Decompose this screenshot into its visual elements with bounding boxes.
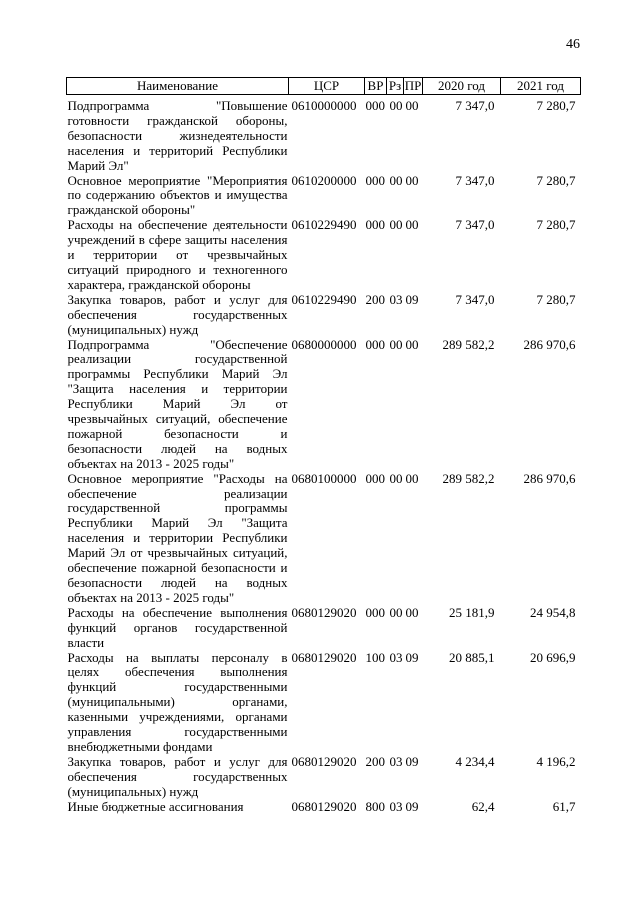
pr-cell: 00 xyxy=(405,604,419,620)
header-csr: ЦСР xyxy=(289,78,365,95)
name-line: обеспечение пожарной безопасности и xyxy=(67,560,288,576)
rz-cell: 00 xyxy=(389,336,403,352)
name-line: обеспечения государственных xyxy=(67,306,288,322)
amount-2021-cell: 7 280,7 xyxy=(536,172,576,188)
name-line: Закупка товаров, работ и услуг для xyxy=(67,291,288,307)
csr-cell: 0610229490 xyxy=(291,291,357,307)
csr-cell: 0680100000 xyxy=(291,470,357,486)
name-line: характера, гражданской обороны xyxy=(67,276,251,292)
csr-cell: 0610200000 xyxy=(291,172,357,188)
name-cell xyxy=(67,95,289,174)
table-row xyxy=(67,293,581,338)
amount-2020-cell: 62,4 xyxy=(471,798,495,814)
table-row xyxy=(67,95,581,174)
name-line: целях обеспечения выполнения xyxy=(67,664,288,680)
vr-cell: 000 xyxy=(365,217,385,233)
name-line: объектах на 2013 - 2025 годы" xyxy=(67,455,235,471)
rz-cell: 03 xyxy=(389,798,403,814)
name-line: Расходы на обеспечение выполнения xyxy=(67,604,288,620)
vr-cell: 200 xyxy=(365,291,385,307)
name-cell xyxy=(67,472,289,606)
header-pr: ПР xyxy=(404,78,422,93)
name-line: по содержанию объектов и имущества xyxy=(67,187,288,203)
vr-cell: 000 xyxy=(365,172,385,188)
amount-2021-cell: 61,7 xyxy=(552,798,576,814)
vr-cell: 000 xyxy=(365,336,385,352)
amount-2020-cell: 20 885,1 xyxy=(449,649,495,665)
name-cell xyxy=(67,651,289,755)
amount-2020-cell: 7 347,0 xyxy=(455,172,495,188)
amount-2021-cell: 286 970,6 xyxy=(523,470,576,486)
table-row xyxy=(67,338,581,472)
name-line: программы Республики Марий Эл xyxy=(67,366,288,382)
table-row xyxy=(67,800,581,815)
header-rz: Рз xyxy=(387,78,404,95)
name-line: Основное мероприятие "Мероприятия xyxy=(67,172,288,188)
name-line: Подпрограмма "Повышение xyxy=(67,98,288,113)
name-line: населения и территории Республики xyxy=(67,530,288,546)
name-line: объектах на 2013 - 2025 годы" xyxy=(67,589,235,605)
name-line: обеспечения государственных xyxy=(67,768,288,784)
name-line: Республики Марий Эл от xyxy=(67,396,288,412)
name-line: функций государственными xyxy=(67,679,288,695)
name-line: готовности гражданской обороны, xyxy=(67,112,288,128)
table-header-row xyxy=(67,78,581,95)
rz-cell: 00 xyxy=(389,172,403,188)
rz-cell: 00 xyxy=(389,470,403,486)
amount-2021-cell: 7 280,7 xyxy=(536,291,576,307)
name-line: безопасности людей на водных xyxy=(67,440,288,456)
table-row xyxy=(67,755,581,800)
name-cell xyxy=(67,293,289,338)
name-line: (муниципальными) органами, xyxy=(67,694,288,710)
csr-cell: 0680000000 xyxy=(291,336,357,352)
name-line: внебюджетными фондами xyxy=(67,738,213,754)
name-line: Закупка товаров, работ и услуг для xyxy=(67,753,288,769)
amount-2020-cell: 289 582,2 xyxy=(442,336,495,352)
vr-cell: 200 xyxy=(365,753,385,769)
rz-cell: 00 xyxy=(389,604,403,620)
page-number: 46 xyxy=(566,37,580,52)
amount-2021-cell: 20 696,9 xyxy=(530,649,576,665)
table-row xyxy=(67,174,581,219)
name-line: обеспечение реализации xyxy=(67,485,288,501)
name-line: населения и территорий Республики xyxy=(67,142,288,158)
header-name: Наименование xyxy=(67,78,289,95)
pr-cell: 00 xyxy=(405,470,419,486)
name-cell xyxy=(67,755,289,800)
name-cell xyxy=(67,218,289,293)
name-line: Основное мероприятие "Расходы на xyxy=(67,470,288,486)
amount-2020-cell: 25 181,9 xyxy=(449,604,495,620)
table-body xyxy=(67,95,581,815)
rz-cell: 00 xyxy=(389,217,403,233)
table-row xyxy=(67,606,581,651)
amount-2020-cell: 7 347,0 xyxy=(455,98,495,113)
header-vr: ВР xyxy=(365,78,387,95)
name-cell xyxy=(67,606,289,651)
name-line: ситуаций природного и техногенного xyxy=(67,261,288,277)
vr-cell: 000 xyxy=(365,470,385,486)
csr-cell: 0680129020 xyxy=(291,649,357,665)
name-line: государственной программы xyxy=(67,500,288,516)
pr-cell: 09 xyxy=(405,291,419,307)
rz-cell: 03 xyxy=(389,291,403,307)
name-line: (муниципальных) нужд xyxy=(67,321,199,337)
name-line: безопасности людей на водных xyxy=(67,575,288,590)
table-row xyxy=(67,218,581,293)
pr-cell: 00 xyxy=(405,217,419,233)
amount-2020-cell: 7 347,0 xyxy=(455,291,495,307)
name-cell xyxy=(67,174,289,219)
name-line: Республики Марий Эл "Защита xyxy=(67,515,288,531)
name-line: и территории от чрезвычайных xyxy=(67,247,288,263)
pr-cell: 00 xyxy=(405,336,419,352)
name-line: управления государственными xyxy=(67,724,288,740)
name-line: безопасности жизнедеятельности xyxy=(67,127,288,143)
vr-cell: 000 xyxy=(365,98,385,113)
name-line: чрезвычайных ситуаций, обеспечение xyxy=(67,411,288,427)
vr-cell: 000 xyxy=(365,604,385,620)
csr-cell: 0680129020 xyxy=(291,753,357,769)
pr-cell: 00 xyxy=(405,172,419,188)
rz-cell: 03 xyxy=(389,649,403,665)
name-line: гражданской обороны" xyxy=(67,202,196,218)
name-line: казенными учреждениями, органами xyxy=(67,709,288,725)
rz-cell: 03 xyxy=(389,753,403,769)
name-line: Расходы на обеспечение деятельности xyxy=(67,217,288,233)
amount-2020-cell: 7 347,0 xyxy=(455,217,495,233)
csr-cell: 0610229490 xyxy=(291,217,357,233)
csr-cell: 0680129020 xyxy=(291,604,357,620)
name-line: "Защита населения и территории xyxy=(67,381,288,397)
vr-cell: 800 xyxy=(365,798,385,814)
pr-cell: 09 xyxy=(405,753,419,769)
name-line: (муниципальных) нужд xyxy=(67,783,199,799)
name-line: учреждений в сфере защиты населения xyxy=(67,232,288,248)
table-row xyxy=(67,472,581,606)
name-line: власти xyxy=(67,634,105,650)
name-cell xyxy=(67,338,289,472)
csr-cell: 0680129020 xyxy=(291,798,357,814)
amount-2020-cell: 289 582,2 xyxy=(442,470,495,486)
name-cell xyxy=(67,800,289,815)
name-line: Подпрограмма "Обеспечение xyxy=(67,336,288,352)
header-2020: 2020 год xyxy=(423,78,501,95)
rz-cell: 00 xyxy=(389,98,403,113)
amount-2021-cell: 7 280,7 xyxy=(536,98,576,113)
amount-2021-cell: 7 280,7 xyxy=(536,217,576,233)
amount-2021-cell: 286 970,6 xyxy=(523,336,576,352)
amount-2021-cell: 24 954,8 xyxy=(530,604,576,620)
pr-cell: 00 xyxy=(405,98,419,113)
vr-cell: 100 xyxy=(365,649,385,665)
name-line: Иные бюджетные ассигнования xyxy=(67,798,244,814)
budget-table xyxy=(66,77,581,815)
name-line: реализации государственной xyxy=(67,351,288,367)
name-line: Расходы на выплаты персоналу в xyxy=(67,649,288,665)
name-line: пожарной безопасности и xyxy=(67,425,288,441)
pr-cell: 09 xyxy=(405,649,419,665)
name-line: функций органов государственной xyxy=(67,619,288,635)
pr-cell: 09 xyxy=(405,798,419,814)
header-2021: 2021 год xyxy=(501,78,581,95)
amount-2021-cell: 4 196,2 xyxy=(536,753,576,769)
amount-2020-cell: 4 234,4 xyxy=(455,753,495,769)
table-row xyxy=(67,651,581,755)
csr-cell: 0610000000 xyxy=(291,98,357,113)
name-line: Марий Эл от чрезвычайных ситуаций, xyxy=(67,545,288,561)
name-line: Марий Эл" xyxy=(67,157,129,173)
